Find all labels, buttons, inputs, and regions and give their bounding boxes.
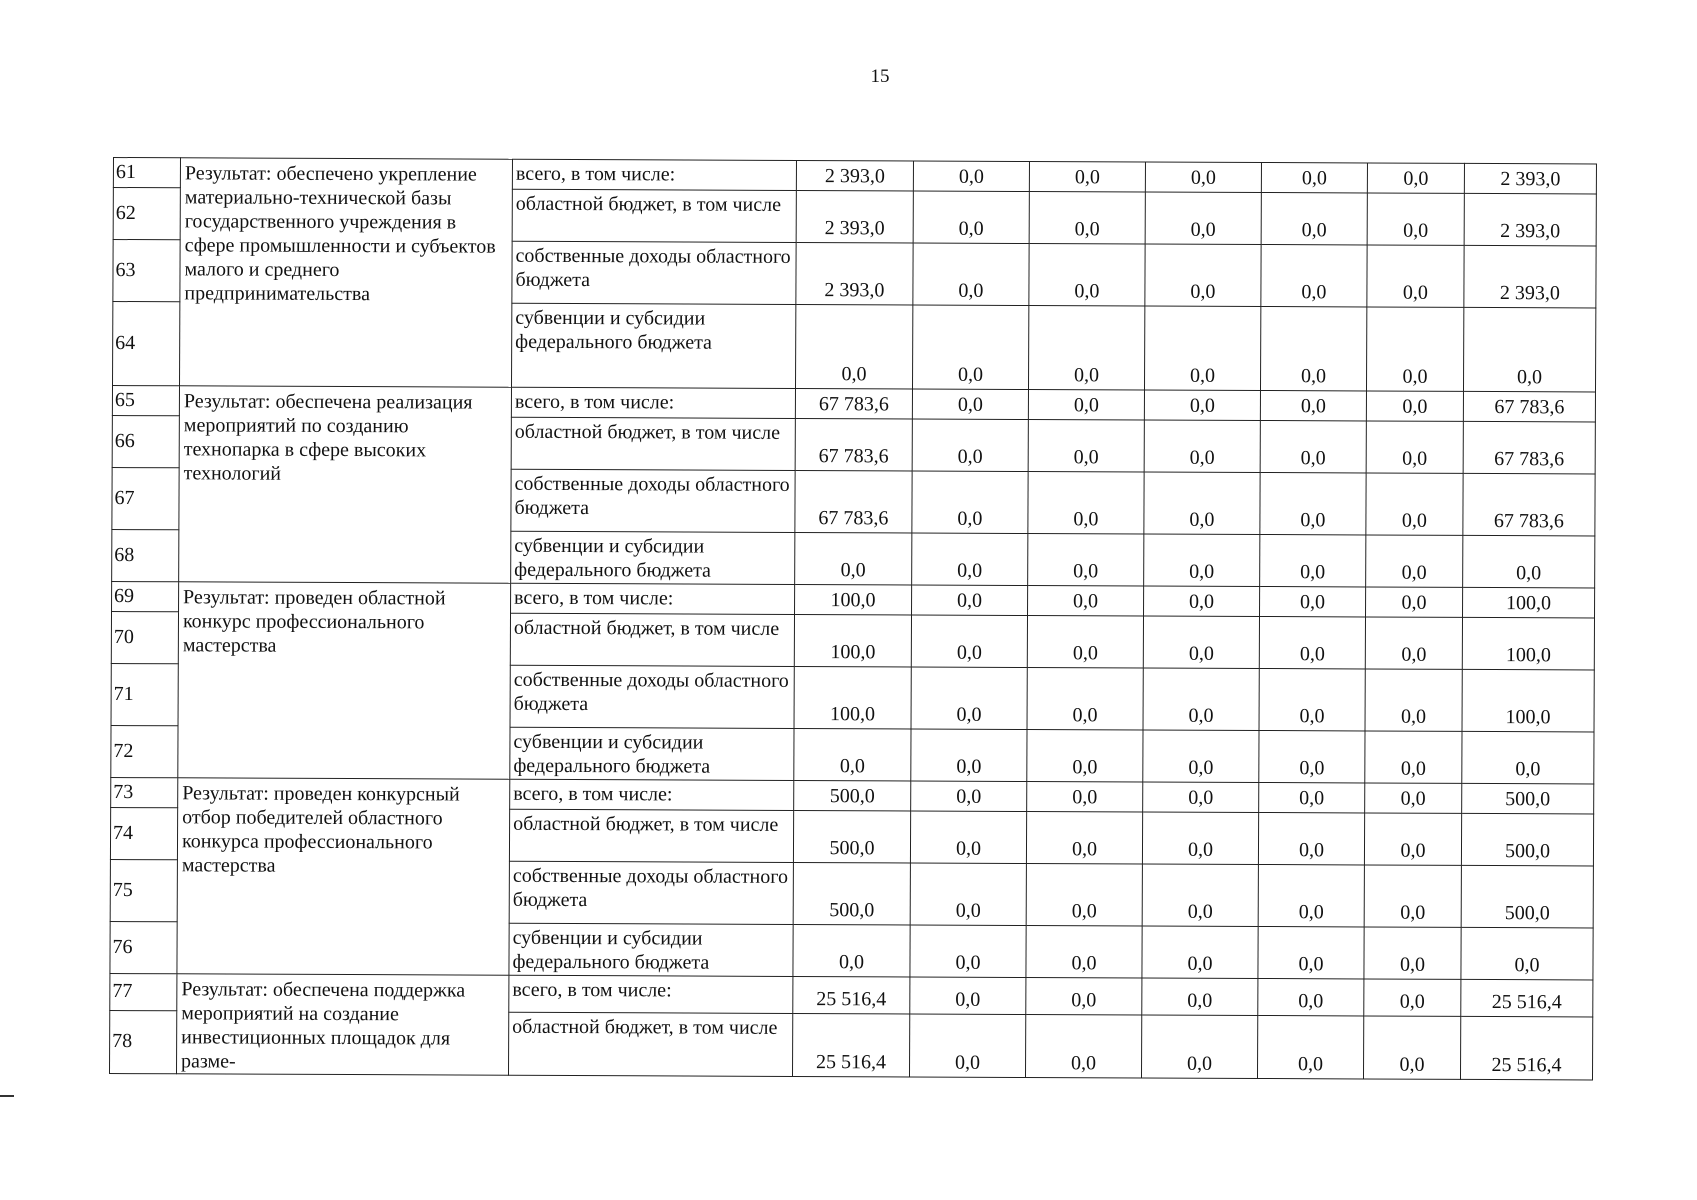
funding-source: областной бюджет, в том числе [511,417,795,470]
value-total: 0,0 [1463,535,1595,588]
result-description: Результат: обеспечена реализация мероприятий по созданию технопарка в сфере высоких технологий [179,386,512,583]
value-total: 0,0 [1461,927,1593,980]
value-cell: 0,0 [1142,812,1258,865]
value-cell: 0,0 [1366,307,1463,391]
row-number: 77 [110,973,177,1010]
funding-source: всего, в том числе: [509,975,793,1013]
value-cell: 0,0 [793,924,910,977]
value-cell: 25 516,4 [793,976,910,1013]
result-description: Результат: проведен конкурсный отбор победителей областного конкурса профессионального мастерства [177,778,510,975]
value-cell: 0,0 [1028,533,1144,586]
value-cell: 2 393,0 [796,242,913,305]
row-number: 78 [110,1010,177,1074]
row-number: 71 [111,663,178,725]
value-total: 25 516,4 [1461,979,1593,1016]
funding-source: всего, в том числе: [511,583,795,614]
value-cell: 0,0 [1365,783,1462,813]
value-total: 2 393,0 [1464,193,1596,246]
value-cell: 0,0 [1027,615,1143,668]
value-cell: 0,0 [1366,473,1463,535]
funding-source: субвенции и субсидии федерального бюджета [511,531,795,584]
value-cell: 0,0 [1144,390,1260,421]
budget-table [109,157,1597,1080]
value-cell: 0,0 [1028,305,1144,390]
value-total: 2 393,0 [1464,163,1596,194]
value-cell: 0,0 [1145,162,1261,193]
value-cell: 0,0 [1261,245,1367,307]
value-total: 67 783,6 [1463,473,1595,536]
value-cell: 0,0 [1027,729,1143,782]
row-number: 67 [112,467,179,529]
value-cell: 0,0 [1028,585,1144,616]
value-cell: 0,0 [912,419,1028,472]
value-cell: 100,0 [794,614,911,667]
value-cell: 0,0 [1025,1014,1141,1078]
value-cell: 0,0 [911,781,1027,812]
value-cell: 0,0 [912,533,1028,586]
funding-source: собственные доходы областного бюджета [512,241,796,304]
value-cell: 0,0 [913,191,1029,244]
value-cell: 2 393,0 [796,160,913,191]
value-cell: 0,0 [912,305,1028,390]
value-cell: 0,0 [1258,927,1364,979]
value-cell: 0,0 [1364,927,1461,979]
value-cell: 0,0 [1364,865,1461,927]
value-cell: 0,0 [1365,617,1462,669]
value-cell: 0,0 [1028,471,1144,534]
scan-margin-mark [0,1095,14,1097]
value-cell: 0,0 [1026,811,1142,864]
row-number: 62 [113,188,180,240]
value-cell: 0,0 [1260,587,1366,617]
value-cell: 0,0 [1144,420,1260,473]
value-total: 2 393,0 [1464,245,1596,308]
value-cell: 0,0 [1142,978,1258,1015]
value-cell: 0,0 [1364,979,1461,1016]
value-cell: 0,0 [1259,731,1365,783]
value-cell: 0,0 [1367,245,1464,307]
value-cell: 0,0 [1144,306,1260,391]
value-cell: 0,0 [1258,979,1364,1016]
value-cell: 0,0 [910,811,1026,864]
value-cell: 0,0 [912,471,1028,534]
value-cell: 0,0 [1260,307,1366,391]
row-number: 76 [110,921,177,973]
value-cell: 0,0 [1366,535,1463,587]
value-total: 0,0 [1463,307,1595,392]
budget-table-body [110,158,1597,1080]
funding-source: субвенции и субсидии федерального бюджета [510,727,794,780]
value-cell: 0,0 [1029,191,1145,244]
value-cell: 0,0 [1143,668,1259,731]
value-cell: 0,0 [1261,163,1367,193]
value-total: 25 516,4 [1460,1016,1592,1080]
value-total: 100,0 [1462,617,1594,670]
result-description: Результат: обеспечено укрепление материально-технической базы государственного учреждения в сфере промышленности и субъектов малого и среднего предпринимательства [180,158,513,387]
table-row [112,581,1595,617]
value-cell: 0,0 [1260,421,1366,473]
funding-source: субвенции и субсидии федерального бюджета [509,923,793,976]
value-cell: 0,0 [1026,925,1142,978]
row-number: 69 [112,581,179,611]
value-cell: 0,0 [1259,783,1365,813]
value-cell: 0,0 [1027,781,1143,812]
value-cell: 500,0 [793,810,910,863]
value-total: 500,0 [1462,783,1594,814]
value-cell: 0,0 [1261,193,1367,245]
value-total: 500,0 [1461,865,1593,928]
value-cell: 0,0 [1142,864,1258,927]
value-cell: 0,0 [912,585,1028,616]
value-cell: 0,0 [1144,472,1260,535]
value-cell: 0,0 [909,1014,1025,1078]
row-number: 61 [113,158,180,188]
value-cell: 0,0 [910,925,1026,978]
funding-source: всего, в том числе: [510,779,794,810]
value-cell: 0,0 [911,615,1027,668]
value-cell: 0,0 [1026,977,1142,1014]
value-cell: 0,0 [911,729,1027,782]
table-row [112,386,1595,422]
value-cell: 0,0 [1028,419,1144,472]
row-number: 74 [110,807,177,859]
value-cell: 0,0 [911,667,1027,730]
value-cell: 500,0 [794,780,911,811]
value-cell: 0,0 [1257,1015,1363,1079]
table-row [113,158,1596,194]
value-cell: 0,0 [1259,669,1365,731]
funding-source: областной бюджет, в том числе [512,189,796,242]
funding-source: областной бюджет, в том числе [509,809,793,862]
result-description: Результат: проведен областной конкурс профессионального мастерства [178,582,511,779]
row-number: 72 [111,725,178,777]
funding-source: областной бюджет, в том числе [508,1012,792,1077]
value-cell: 0,0 [1365,669,1462,731]
value-cell: 0,0 [1259,617,1365,669]
value-total: 100,0 [1462,669,1594,732]
value-cell: 0,0 [1143,782,1259,813]
value-cell: 0,0 [1141,1015,1257,1079]
value-total: 67 783,6 [1463,391,1595,422]
page-number: 15 [870,66,890,87]
value-cell: 0,0 [1258,865,1364,927]
value-total: 67 783,6 [1463,421,1595,474]
value-cell: 0,0 [1364,813,1461,865]
value-cell: 0,0 [1026,863,1142,926]
value-cell: 0,0 [1145,192,1261,245]
value-cell: 0,0 [1143,616,1259,669]
value-cell: 67 783,6 [795,418,912,471]
value-cell: 0,0 [1258,813,1364,865]
row-number: 63 [113,240,180,302]
value-cell: 0,0 [910,863,1026,926]
funding-source: собственные доходы областного бюджета [510,665,794,728]
funding-source: областной бюджет, в том числе [510,613,794,666]
value-cell: 0,0 [1365,731,1462,783]
row-number: 73 [111,777,178,807]
value-cell: 0,0 [1143,730,1259,783]
value-cell: 0,0 [1027,667,1143,730]
value-cell: 0,0 [1366,391,1463,421]
value-cell: 0,0 [1366,421,1463,473]
funding-source: собственные доходы областного бюджета [511,469,795,532]
value-cell: 0,0 [913,161,1029,192]
value-cell: 0,0 [794,728,911,781]
value-cell: 100,0 [795,584,912,615]
value-cell: 67 783,6 [795,470,912,533]
value-cell: 0,0 [1029,161,1145,192]
value-cell: 0,0 [1028,389,1144,420]
row-number: 65 [112,386,179,416]
value-cell: 100,0 [794,666,911,729]
value-cell: 0,0 [912,389,1028,420]
row-number: 66 [112,415,179,467]
table-row [110,973,1593,1016]
value-cell: 0,0 [1260,391,1366,421]
value-cell: 0,0 [1367,163,1464,193]
funding-source: всего, в том числе: [511,387,795,418]
value-cell: 0,0 [913,243,1029,306]
result-description: Результат: обеспечена поддержка мероприятий на создание инвестиционных площадок для разме- [177,974,509,1075]
row-number: 75 [110,859,177,921]
value-cell: 25 516,4 [792,1013,909,1077]
value-cell: 0,0 [1144,586,1260,617]
value-cell: 0,0 [795,532,912,585]
value-cell: 0,0 [795,304,912,389]
funding-source: собственные доходы областного бюджета [509,861,793,924]
value-total: 100,0 [1463,587,1595,618]
value-cell: 0,0 [1363,1016,1460,1080]
value-cell: 0,0 [1367,193,1464,245]
value-total: 500,0 [1461,813,1593,866]
value-cell: 0,0 [1029,243,1145,306]
value-cell: 0,0 [910,977,1026,1014]
table-row [111,777,1594,813]
value-cell: 0,0 [1260,535,1366,587]
value-cell: 67 783,6 [795,388,912,419]
value-cell: 0,0 [1142,926,1258,979]
row-number: 68 [112,529,179,581]
value-cell: 500,0 [793,862,910,925]
value-cell: 0,0 [1366,587,1463,617]
value-cell: 0,0 [1260,473,1366,535]
row-number: 70 [111,611,178,663]
value-cell: 0,0 [1145,244,1261,307]
value-total: 0,0 [1462,731,1594,784]
funding-source: субвенции и субсидии федерального бюджета [511,303,795,388]
funding-source: всего, в том числе: [512,159,796,190]
value-cell: 0,0 [1144,534,1260,587]
row-number: 64 [113,302,180,386]
value-cell: 2 393,0 [796,190,913,243]
